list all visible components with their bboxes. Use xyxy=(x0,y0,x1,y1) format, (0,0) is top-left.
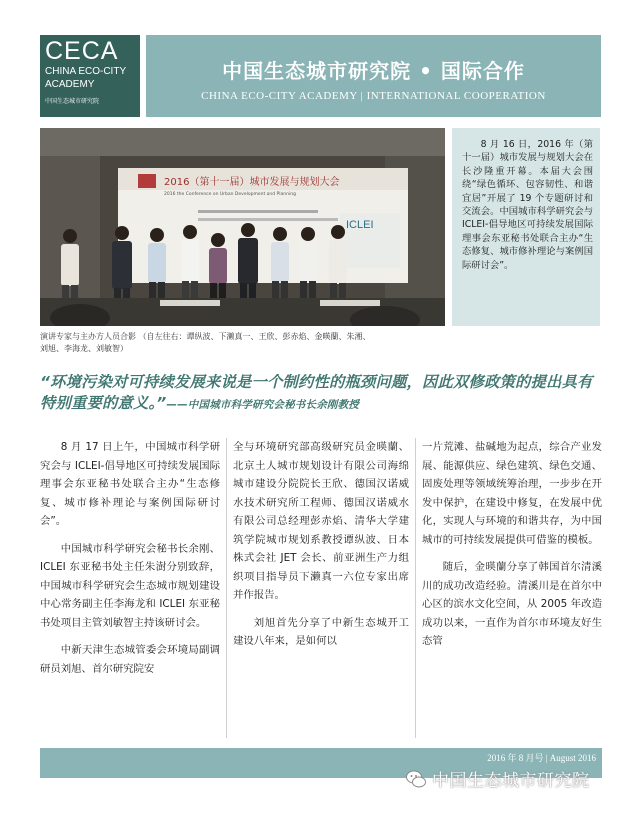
wechat-icon xyxy=(405,768,427,790)
page-subtitle: CHINA ECO-CITY ACADEMY | INTERNATIONAL COOPERATION xyxy=(201,90,546,102)
page-title: 中国生态城市研究院 • 国际合作 xyxy=(222,59,525,83)
side-summary-box xyxy=(452,128,600,326)
iclei-label: ICLEI xyxy=(346,219,374,231)
logo-title: CECA xyxy=(45,37,119,65)
watermark-text: 中国生态城市研究院 xyxy=(432,771,590,791)
conference-photo xyxy=(40,128,445,326)
pull-quote-text: “环境污染对可持续发展来说是一个制约性的瓶颈问题，因此双修政策的提出具有特别重要的意义。” xyxy=(40,373,593,412)
photo-caption xyxy=(40,331,440,355)
issue-date: 2016 年 8 月号 | August 2016 xyxy=(487,753,596,763)
article-column-3 xyxy=(422,438,602,660)
pull-quote-attribution: ——中国城市科学研究会秘书长余刚教授 xyxy=(166,399,359,411)
ceca-logo xyxy=(40,35,140,117)
column-divider xyxy=(415,438,416,738)
pull-quote xyxy=(40,372,602,416)
logo-subtitle-line2: ACADEMY xyxy=(45,79,95,90)
side-summary-text: 8 月 16 日，2016 年（第十一届）城市发展与规划大会在长沙隆重开幕。本届大会围绕“绿色循环、包容韧性、和谐宜居”开展了 19 个专题研讨和交流会。中国城市科学研究会与 ICLEI-倡导地区可持续发展国际理事会东亚秘书处联合主办“生态修复、城市修补理论与案例国际研讨会”。 xyxy=(462,139,593,271)
article-paragraph: 中国城市科学研究会秘书长余刚、ICLEI 东亚秘书处主任朱澍分别致辞，中国城市科学研究会生态城市规划建设中心常务副主任李海龙和 ICLEI 东亚秘书处项目主管刘敏智主持该研讨会。 xyxy=(40,542,220,629)
article-paragraph: 刘旭首先分享了中新生态城开工建设八年来，是如何以 xyxy=(233,616,409,647)
article-column-2 xyxy=(233,438,409,660)
banner-title: 2016（第十一届）城市发展与规划大会 xyxy=(164,177,340,188)
article-paragraph: 随后，金暎蘭分享了韩国首尔清溪川的成功改造经验。清溪川是在首尔中心区的滨水文化空间，从 2005 年改造成功以来，一直作为首尔市环境友好生态管 xyxy=(422,561,602,647)
article-paragraph: 一片荒滩、盐碱地为起点，综合产业发展、能源供应、绿色建筑、绿色交通、固废处理等领域统筹治理，一步步在开发中保护，在建设中修复，在发展中优化，实现人与环境的和谐共存，为中国城市的可持续发展提供可借鉴的模板。 xyxy=(422,441,602,546)
photo-caption-line2: 刘旭、李海龙、刘敏智） xyxy=(40,344,128,353)
article-paragraph: 8 月 17 日上午，中国城市科学研究会与 ICLEI-倡导地区可持续发展国际理事会东亚秘书处联合主办“生态修复、城市修补理论与案例国际研讨会”。 xyxy=(40,441,220,527)
watermark xyxy=(405,766,590,791)
header-band xyxy=(146,35,601,117)
logo-subtitle-line1: CHINA ECO-CITY xyxy=(45,66,127,77)
banner-subtitle: 2016 the Conference on Urban Development and Planning xyxy=(164,192,296,197)
column-divider xyxy=(226,438,227,738)
photo-caption-line1: 演讲专家与主办方人员合影 （自左往右：谭纵波、下濑真一、王欣、彭赤焰、金暎蘭、朱湘、 xyxy=(40,332,371,341)
article-column-1 xyxy=(40,438,220,687)
article-paragraph: 中新天津生态城管委会环境局副调研员刘旭、首尔研究院安 xyxy=(40,644,220,675)
logo-chinese-name: 中国生态城市研究院 xyxy=(45,98,100,105)
article-paragraph: 全与环境研究部高级研究员金暎蘭、北京土人城市规划设计有限公司海绵城市建设分院院长王欣、德国汉诺威水技术研究所工程师、德国汉诺威水有限公司总经理彭赤焰、清华大学建筑学院城市规划系教授谭纵波、日本株式会社 JET 会长、前亚洲生产力组织项目指导员下濑真一六位专家出席并作报告。 xyxy=(233,441,409,601)
